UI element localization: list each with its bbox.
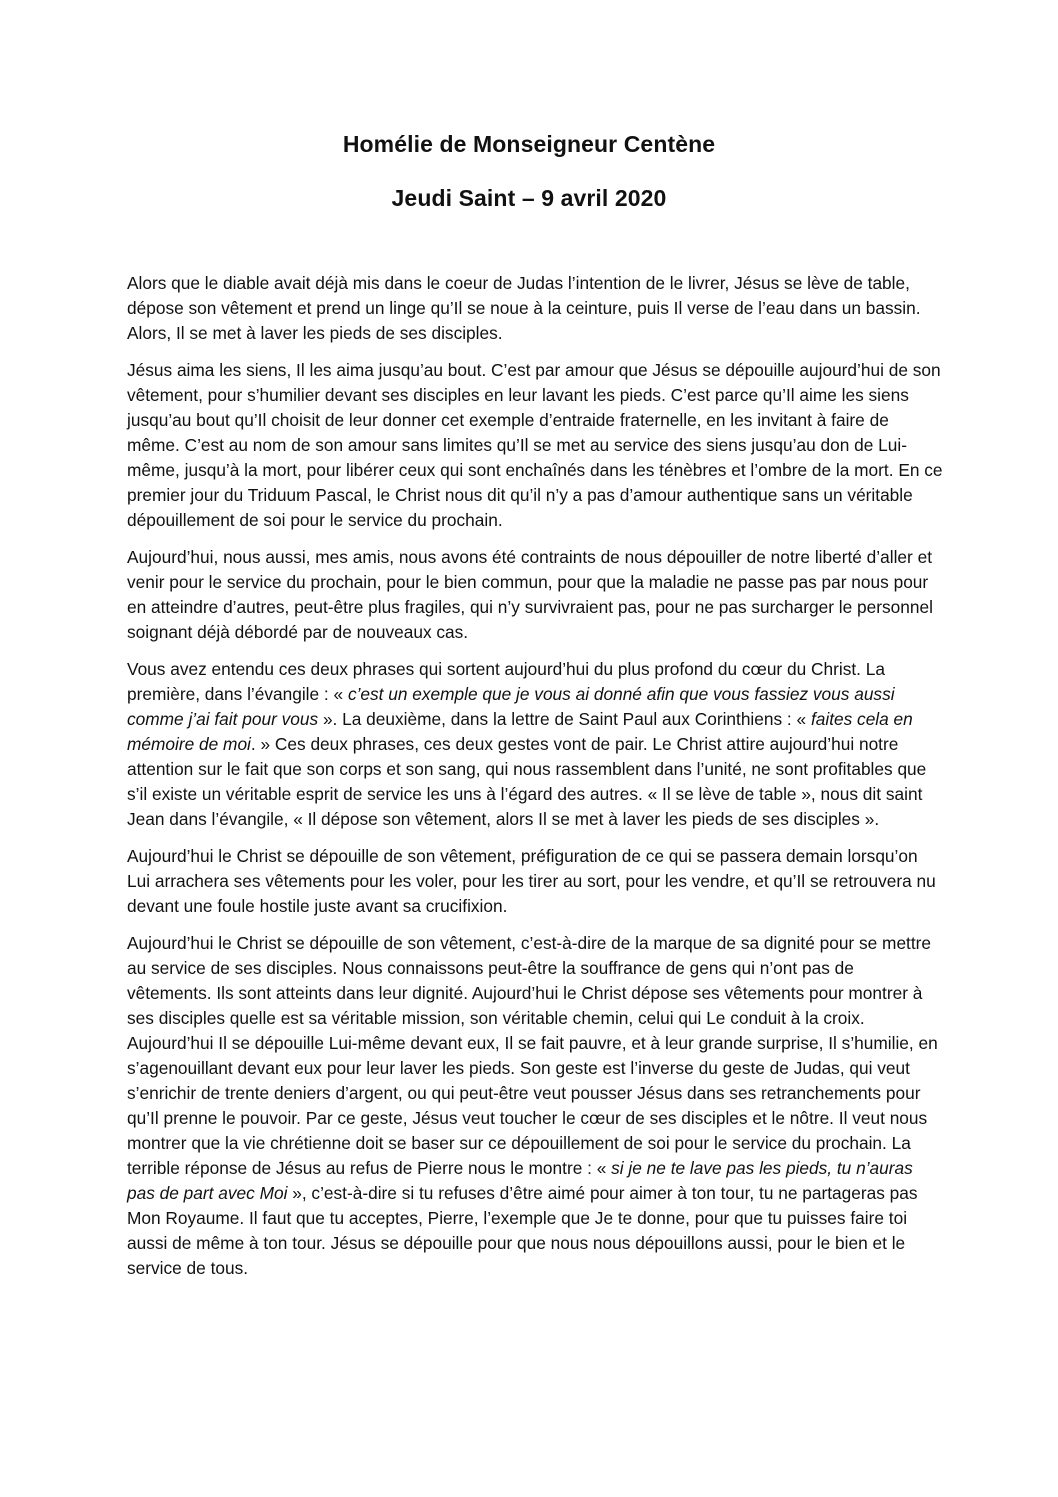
paragraph: Aujourd’hui, nous aussi, mes amis, nous avons été contraints de nous dépouiller de notre liberté d’aller et venir pour le service du prochain, pour le bien commun, pour que la maladie ne passe pas par nous pour en atteindre d’autres, peut-être plus fragiles, qui n’y survivraient pas, pour ne pas surcharger le personnel soignant déjà débordé par de nouveaux cas. [127, 547, 933, 642]
homily-body [127, 271, 943, 1293]
paragraph: Vous avez entendu ces deux phrases qui sortent aujourd’hui du plus profond du cœur du Christ. La première, dans l’évangile : « c’est un exemple que je vous ai donné afin que vous fassiez vous aussi comme j’ai fait pour vous ». La deuxième, dans la lettre de Saint Paul aux Corinthiens : « faites cela en mémoire de moi. » Ces deux phrases, ces deux gestes vont de pair. Le Christ attire aujourd’hui notre attention sur le fait que son corps et son sang, qui nous rassemblent dans l’unité, ne sont profitables que s’il existe un véritable esprit de service les uns à l’égard des autres. « Il se lève de table », nous dit saint Jean dans l’évangile, « Il dépose son vêtement, alors Il se met à laver les pieds de ses disciples ». [127, 659, 927, 829]
paragraph: Aujourd’hui le Christ se dépouille de son vêtement, préfiguration de ce qui se passera demain lorsqu’on Lui arrachera ses vêtements pour les voler, pour les tirer au sort, pour les vendre, et qu’Il se retrouvera nu devant une foule hostile juste avant sa crucifixion. [127, 846, 936, 916]
paragraph: Alors que le diable avait déjà mis dans le coeur de Judas l’intention de le livrer, Jésus se lève de table, dépose son vêtement et prend un linge qu’Il se noue à la ceinture, puis Il verse de l’eau dans un bassin. Alors, Il se met à laver les pieds de ses disciples. [127, 273, 921, 343]
gospel-quote: c’est un exemple que je vous ai donné afin que vous fassiez vous aussi comme j’ai fait pour vous [127, 684, 895, 729]
document-title: Homélie de Monseigneur Centène [342, 131, 716, 157]
epistle-quote: faites cela en mémoire de moi [127, 709, 913, 754]
paragraph: Jésus aima les siens, Il les aima jusqu’au bout. C’est par amour que Jésus se dépouille aujourd’hui de son vêtement, pour s’humilier devant ses disciples en leur lavant les pieds. C’est parce qu’Il aime les siens jusqu’au bout qu’Il choisit de leur donner cet exemple d’entraide fraternelle, en les invitant à faire de même. C’est au nom de son amour sans limites qu’Il se met au service des siens jusqu’au don de Lui-même, jusqu’à la mort, pour libérer ceux qui sont enchaînés dans les ténèbres et l’ombre de la mort. En ce premier jour du Triduum Pascal, le Christ nous dit qu’il n’y a pas d’amour authentique sans un véritable dépouillement de soi pour le service du prochain. [127, 360, 943, 530]
paragraph: Aujourd’hui le Christ se dépouille de son vêtement, c’est-à-dire de la marque de sa dignité pour se mettre au service de ses disciples. Nous connaissons peut-être la souffrance de gens qui n’ont pas de vêtements. Ils sont atteints dans leur dignité. Aujourd’hui le Christ dépose ses vêtements pour montrer à ses disciples quelle est sa véritable mission, son véritable chemin, celui qui Le conduit à la croix. Aujourd’hui Il se dépouille Lui-même devant eux, Il se fait pauvre, et à leur grande surprise, Il s’humilie, en s’agenouillant devant eux pour leur laver les pieds. Son geste est l’inverse du geste de Judas, qui veut s’enrichir de trente deniers d’argent, ou qui peut-être veut pousser Jésus dans ses retranchements pour qu’Il prenne le pouvoir. Par ce geste, Jésus veut toucher le cœur de ses disciples et le nôtre. Il veut nous montrer que la vie chrétienne doit se baser sur ce dépouillement de soi pour le service du prochain. La terrible réponse de Jésus au refus de Pierre nous le montre : « si je ne te lave pas les pieds, tu n’auras pas de part avec Moi », c’est-à-dire si tu refuses d’être aimé pour aimer à ton tour, tu ne partageras pas Mon Royaume. Il faut que tu acceptes, Pierre, l’exemple que Je te donne, pour que tu puisses faire toi aussi de même à ton tour. Jésus se dépouille pour que nous nous dépouillons aussi, pour le bien et le service de tous. [127, 933, 938, 1278]
document-subtitle: Jeudi Saint – 9 avril 2020 [391, 185, 667, 211]
jesus-quote: si je ne te lave pas les pieds, tu n’auras pas de part avec Moi [127, 1158, 913, 1203]
